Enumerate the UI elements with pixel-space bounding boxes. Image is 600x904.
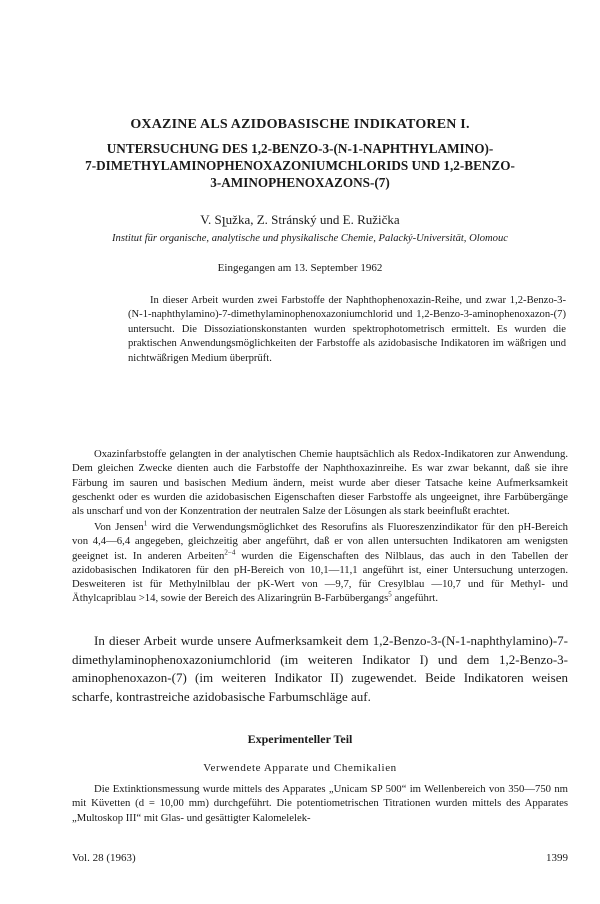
p2-text-a: Von Jensen: [94, 521, 144, 533]
article-title-line2: 7-DIMETHYLAMINOPHENOXAZONIUMCHLORIDS UND 1,2-BENZO-: [85, 158, 515, 173]
ref-5: 5: [388, 590, 392, 599]
abstract: In dieser Arbeit wurden zwei Farbstoffe der Naphthophenoxazin-Reihe, und zwar 1,2-Benzo-3-(N-1-naphthylamino)-7-dimethylaminophenoxazoniumchlorid und 1,2-Benzo-3-aminophenoxazon-(7) untersucht. Die Dissoziationskonstanten wurden spektrophotometrisch ermittelt. Es wurden die praktischen Anwendungsmöglichkeiten der Farbstoffe als azidobasische Indikatoren im wäßrigen und nichtwäßrigen Medium überprüft.: [128, 295, 566, 364]
ref-2-4: 2−4: [224, 548, 236, 557]
p2-text-d: angeführt.: [391, 592, 439, 605]
paragraph-literature: [72, 520, 568, 606]
affiliation: Institut für organische, analytische und physikalische Chemie, Palacký-Universität, Olomouc: [112, 233, 508, 244]
series-title: OXAZINE ALS AZIDOBASISCHE INDIKATOREN I.: [130, 117, 470, 132]
paragraph-intro: Oxazinfarbstoffe gelangten in der analytischen Chemie hauptsächlich als Redox-Indikatoren zur Anwendung. Dem gleichen Zwecke dienten auch die Farbstoffe der Naphthoxazinreihe. Es war zwar bekannt, daß sie ihre Färbung im sauren und basischen Medium ändern, meist wurde aber dieser Tatsache keine Aufmerksamkeit geschenkt oder es wurden die azidobasischen Eigenschaften dieser Farbstoffe als ungeeignet, ihre Farbübergänge als unscharf und von der Konzentration der neutralen Salze der Lösungen als stark beeinflußt erachtet.: [72, 448, 568, 518]
paragraph-aim: In dieser Arbeit wurde unsere Aufmerksamkeit dem 1,2-Benzo-3-(N-1-naphthylamino)-7-dimethylaminophenoxazoniumchlorid (im weiteren Indikator I) und dem 1,2-Benzo-3-aminophenoxazon-(7) (im weiteren Indikator II) zugewendet. Beide Indikatoren weisen scharfe, kontrastreiche azidobasische Farbumschläge auf.: [72, 633, 568, 704]
ref-1: 1: [143, 519, 148, 528]
subsection-heading: Verwendete Apparate und Chemikalien: [203, 762, 397, 774]
article-title: [40, 140, 560, 191]
paragraph-apparatus: Die Extinktionsmessung wurde mittels des Apparates „Unicam SP 500“ im Wellenbereich von 350—750 nm mit Küvetten (d = 10,00 mm) durchgeführt. Die potentiometrischen Titrationen wurden mittels des Apparates „Multoskop III“ mit Glas- und gesättigter Kalomelelek-: [72, 783, 568, 824]
volume-info: Vol. 28 (1963): [72, 852, 136, 864]
received-date: Eingegangen am 13. September 1962: [217, 262, 383, 274]
page-number: 1399: [546, 852, 568, 864]
p2-text-b: wird die Verwendungsmöglichket des Resorufins als Fluoreszenzindikator für den pH-Bereich von 4,4—6,4 angegeben, gleichzeitig aber angeführt, daß er von allen untersuchten Indikatoren am wenigsten geeignet ist. In anderen Arbeiten: [72, 521, 569, 562]
article-title-line1: UNTERSUCHUNG DES 1,2-BENZO-3-(N-1-NAPHTHYLAMINO)-: [106, 141, 494, 156]
authors: V. Sլužka, Z. Stránský und E. Ružička: [200, 212, 400, 227]
p2-text-c: wurden die Eigenschaften des Nilblaus, das auch in den Tabellen der azidobasischen Indikatoren für den pH-Bereich von 10,1—11,1 angeführt ist, einer Untersuchung unterzogen. Desweiteren ist für Methylnilblau der pK-Wert von —9,7, für Cresylblau —10,7 und für Methyl- und Äthylcapriblau >14, sowie der Bereich des Alizaringrün B-Farbübergangs: [72, 549, 568, 605]
section-heading: Experimenteller Teil: [247, 732, 353, 746]
article-title-line3: 3-AMINOPHENOXAZONS-(7): [210, 175, 390, 190]
